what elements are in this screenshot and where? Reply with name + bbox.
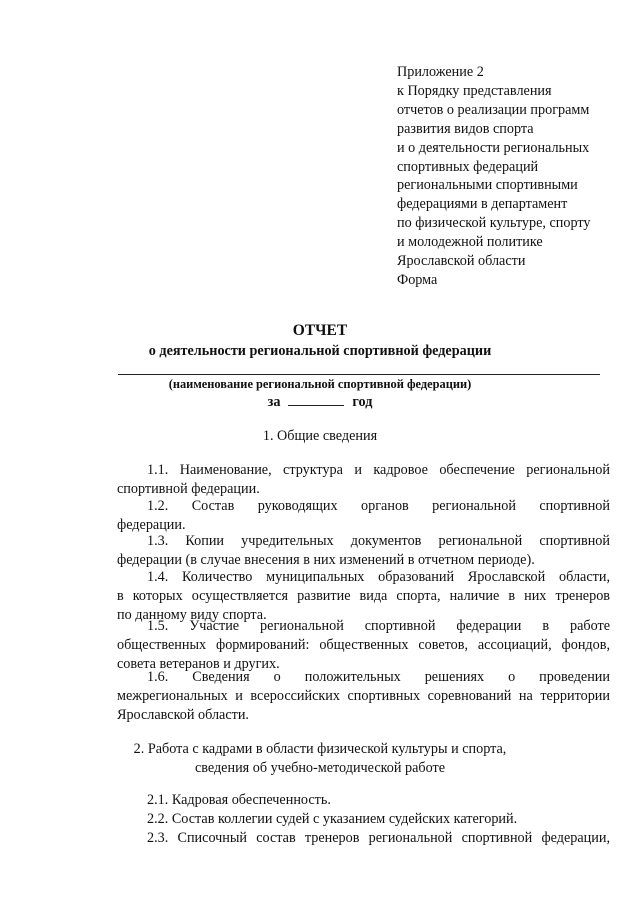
appendix-line: Приложение 2	[397, 64, 484, 80]
report-year-line	[0, 393, 640, 411]
item-line: 1.4. Количество муниципальных образований Ярославской области,	[147, 569, 610, 585]
item-line: 2.1. Кадровая обеспеченность.	[147, 792, 331, 808]
appendix-line: региональными спортивными	[397, 177, 578, 194]
federation-name-line	[118, 374, 600, 375]
appendix-line: отчетов о реализации программ	[397, 101, 590, 118]
appendix-line: спортивных федераций	[397, 158, 539, 175]
item-line: Ярославской области.	[117, 706, 249, 723]
form-label: Форма	[397, 272, 438, 288]
item-line: в которых осуществляется развитие вида спорта, наличие в них тренеров	[117, 587, 610, 604]
appendix-line: федерациями в департамент	[397, 196, 568, 213]
item-line: 1.1. Наименование, структура и кадровое обеспечение региональной	[147, 462, 610, 478]
section-2-heading-line: 2. Работа с кадрами в области физической культуры и спорта,	[133, 741, 507, 757]
item-1-6	[117, 668, 610, 725]
appendix-line: Ярославской области	[397, 253, 526, 270]
year-prefix: за	[267, 394, 281, 410]
item-2-3	[117, 829, 610, 848]
item-1-3	[117, 532, 610, 570]
item-line: федерации (в случае внесения в них изменений в отчетном периоде).	[117, 551, 535, 568]
appendix-line: и о деятельности региональных	[397, 139, 590, 156]
report-title: ОТЧЕТ	[292, 322, 348, 339]
item-line: 1.5. Участие региональной спортивной федерации в работе	[147, 618, 610, 634]
item-1-5	[117, 617, 610, 674]
report-subtitle: о деятельности региональной спортивной федерации	[148, 343, 492, 359]
item-2-1	[117, 791, 610, 810]
item-line: спортивной федерации.	[117, 480, 260, 497]
item-2-2	[117, 810, 610, 829]
appendix-line: к Порядку представления	[397, 82, 552, 99]
item-line: федерации.	[117, 516, 186, 533]
item-1-1	[117, 461, 610, 499]
item-line: 1.6. Сведения о положительных решениях о проведении	[147, 669, 610, 685]
federation-name-caption: (наименование региональной спортивной федерации)	[168, 377, 472, 391]
item-line: совета ветеранов и других.	[117, 655, 280, 672]
appendix-line: развития видов спорта	[397, 120, 534, 137]
year-blank	[288, 393, 344, 406]
item-line: 2.2. Состав коллегии судей с указанием судейских категорий.	[147, 811, 518, 827]
section-1-heading: 1. Общие сведения	[262, 428, 378, 444]
section-2-heading	[0, 740, 640, 778]
item-line: межрегиональных и всероссийских спортивных соревнований на территории	[117, 687, 610, 704]
appendix-line: по физической культуре, спорту	[397, 215, 591, 232]
item-1-2	[117, 497, 610, 535]
item-line: 1.3. Копии учредительных документов региональной спортивной	[147, 533, 610, 549]
appendix-line: и молодежной политике	[397, 234, 543, 251]
year-suffix: год	[352, 394, 373, 410]
item-line: 1.2. Состав руководящих органов региональной спортивной	[147, 498, 610, 514]
item-line: по данному виду спорта.	[117, 606, 267, 623]
item-line: общественных формирований: общественных советов, ассоциаций, фондов,	[117, 636, 610, 653]
section-2-heading-line: сведения об учебно-методической работе	[194, 759, 446, 776]
appendix-block	[397, 63, 627, 271]
item-line: 2.3. Списочный состав тренеров региональной спортивной федерации,	[147, 830, 610, 846]
